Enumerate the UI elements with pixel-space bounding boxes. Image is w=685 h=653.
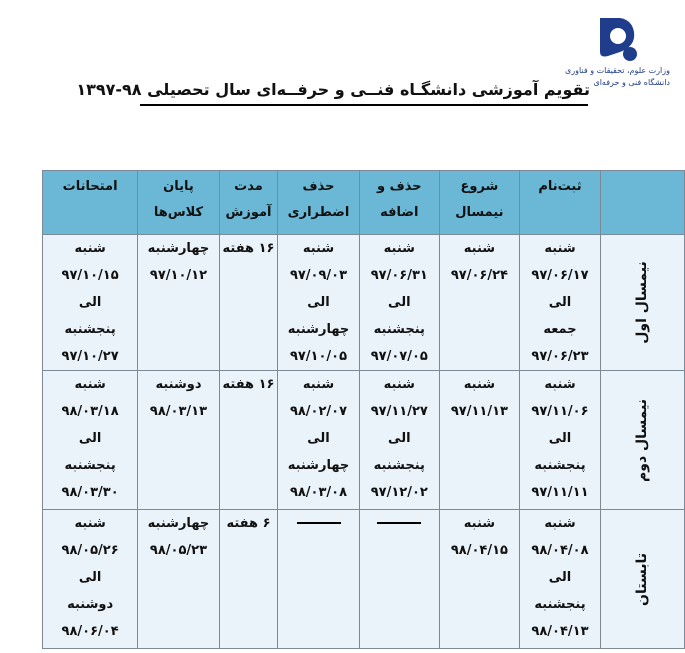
- empty-dash: [377, 522, 421, 524]
- cell-text: پنجشنبه: [64, 322, 116, 337]
- cell-semester-start: [439, 371, 519, 510]
- row-label: نیمسال دوم: [633, 398, 650, 482]
- cell-text: چهارشنبه: [287, 458, 350, 473]
- cell-text: ۹۸/۰۳/۱۸: [61, 404, 119, 419]
- row-label: نیمسال اول: [633, 261, 650, 344]
- cell-text: شنبه: [74, 516, 106, 531]
- cell-exams: [43, 371, 138, 510]
- cell-text: شنبه: [302, 241, 335, 256]
- cell-text: ۹۷/۰۶/۳۱: [370, 268, 428, 283]
- cell-add-drop: [359, 371, 439, 510]
- cell-duration: [219, 235, 278, 371]
- university-name: دانشگاه فنی و حرفه‌ای: [593, 78, 670, 87]
- cell-text: الی: [548, 295, 572, 310]
- cell-text: ۹۷/۱۲/۰۲: [370, 485, 428, 500]
- cell-text: ۹۸/۰۴/۰۸: [531, 543, 589, 558]
- cell-text: شنبه: [544, 241, 576, 256]
- cell-text: ۹۸/۰۴/۱۳: [531, 624, 589, 639]
- cell-text: ۹۸/۰۴/۱۵: [450, 543, 508, 558]
- cell-classes-end: [138, 235, 220, 371]
- cell-text: شنبه: [463, 377, 496, 392]
- cell-text: الی: [78, 570, 102, 585]
- cell-text: ۹۸/۰۶/۰۴: [61, 624, 119, 639]
- cell-text: ۶ هفته: [226, 516, 271, 531]
- cell-text: الی: [548, 570, 572, 585]
- cell-registration: [519, 371, 600, 510]
- cell-text: شنبه: [383, 377, 415, 392]
- cell-text: ۹۸/۰۳/۱۳: [149, 404, 208, 419]
- empty-dash: [297, 522, 341, 524]
- cell-text: ۹۷/۰۶/۱۷: [531, 268, 589, 283]
- cell-exams: [43, 510, 138, 649]
- cell-text: ۹۷/۰۷/۰۵: [370, 349, 428, 364]
- cell-text: دوشنبه: [67, 597, 114, 612]
- cell-semester-start: [439, 510, 519, 649]
- cell-text: ۹۸/۰۵/۲۶: [61, 543, 119, 558]
- cell-text: الی: [78, 431, 102, 446]
- cell-text: ۹۷/۰۶/۲۴: [450, 268, 508, 283]
- cell-text: الی: [548, 431, 572, 446]
- cell-add-drop: [359, 235, 439, 371]
- cell-text: شنبه: [74, 377, 106, 392]
- cell-text: پنجشنبه: [373, 458, 425, 473]
- cell-text: ۹۷/۱۰/۱۵: [61, 268, 119, 283]
- title-underline: [140, 104, 588, 106]
- cell-text: ۹۷/۱۰/۰۵: [289, 349, 348, 364]
- row-label: تابستان: [633, 552, 650, 606]
- cell-text: ۹۷/۱۱/۲۷: [370, 404, 428, 419]
- cell-classes-end: [138, 371, 220, 510]
- col-header-registration: ثبت‌نام: [519, 171, 600, 235]
- col-header-emergency-drop: حذف اضطراری: [278, 171, 360, 235]
- ministry-name: وزارت علوم، تحقیقات و فناوری: [565, 66, 670, 75]
- cell-text: ۹۷/۱۰/۲۷: [61, 349, 119, 364]
- cell-text: شنبه: [544, 377, 576, 392]
- cell-text: دوشنبه: [155, 377, 202, 392]
- cell-emergency-drop: [278, 371, 360, 510]
- academic-calendar-table: [42, 170, 685, 649]
- cell-exams: [43, 235, 138, 371]
- cell-add-drop: [359, 510, 439, 649]
- cell-text: ۹۷/۱۱/۱۱: [531, 485, 589, 500]
- col-header-exams: امتحانات: [43, 171, 138, 235]
- cell-text: شنبه: [383, 241, 415, 256]
- cell-text: ۹۷/۱۱/۱۳: [450, 404, 508, 419]
- cell-text: الی: [307, 295, 330, 310]
- cell-semester-start: [439, 235, 519, 371]
- table-row: [43, 510, 685, 649]
- cell-text: پنجشنبه: [534, 458, 586, 473]
- cell-registration: [519, 235, 600, 371]
- cell-text: پنجشنبه: [534, 597, 586, 612]
- header-row: [43, 171, 685, 235]
- col-header-semester-start: شروع نیمسال: [439, 171, 519, 235]
- table-row: [43, 371, 685, 510]
- cell-registration: [519, 510, 600, 649]
- cell-text: پنجشنبه: [64, 458, 116, 473]
- table-row: [43, 235, 685, 371]
- cell-classes-end: [138, 510, 220, 649]
- cell-text: ۹۸/۰۵/۲۳: [149, 543, 208, 558]
- university-logo: [565, 12, 670, 97]
- cell-text: چهارشنبه: [147, 241, 210, 256]
- row-label-cell: [600, 371, 684, 510]
- cell-text: شنبه: [463, 516, 496, 531]
- cell-text: جمعه: [543, 322, 577, 337]
- cell-text: ۹۷/۰۹/۰۳: [289, 268, 348, 283]
- cell-text: ۱۶ هفته: [222, 241, 275, 256]
- logo-mark-icon: [590, 12, 646, 62]
- col-header-classes-end: پایان کلاس‌ها: [138, 171, 220, 235]
- cell-text: شنبه: [463, 241, 496, 256]
- cell-text: الی: [307, 431, 330, 446]
- cell-text: شنبه: [74, 241, 106, 256]
- cell-text: ۹۸/۰۳/۰۸: [289, 485, 348, 500]
- cell-text: ۹۷/۱۱/۰۶: [531, 404, 589, 419]
- cell-text: الی: [388, 431, 411, 446]
- cell-text: ۹۸/۰۲/۰۷: [289, 404, 348, 419]
- cell-duration: [219, 510, 278, 649]
- cell-text: ۹۸/۰۳/۳۰: [61, 485, 119, 500]
- cell-text: الی: [78, 295, 102, 310]
- row-label-cell: [600, 235, 684, 371]
- cell-text: ۹۷/۰۶/۲۳: [531, 349, 589, 364]
- corner-cell: [600, 171, 684, 235]
- cell-emergency-drop: [278, 510, 360, 649]
- cell-text: شنبه: [544, 516, 576, 531]
- cell-text: چهارشنبه: [287, 322, 350, 337]
- cell-duration: [219, 371, 278, 510]
- col-header-add-drop: حذف و اضافه: [359, 171, 439, 235]
- col-header-duration: مدت آموزش: [219, 171, 278, 235]
- cell-text: چهارشنبه: [147, 516, 210, 531]
- cell-text: ۹۷/۱۰/۱۲: [149, 268, 208, 283]
- page-title: تقویم آموزشی دانشگـاه فنــی و حرفــه‌ای سال تحصیلی ۹۸-۱۳۹۷: [76, 80, 590, 99]
- cell-emergency-drop: [278, 235, 360, 371]
- cell-text: الی: [388, 295, 411, 310]
- cell-text: شنبه: [302, 377, 335, 392]
- cell-text: پنجشنبه: [373, 322, 425, 337]
- row-label-cell: [600, 510, 684, 649]
- cell-text: ۱۶ هفته: [222, 377, 275, 392]
